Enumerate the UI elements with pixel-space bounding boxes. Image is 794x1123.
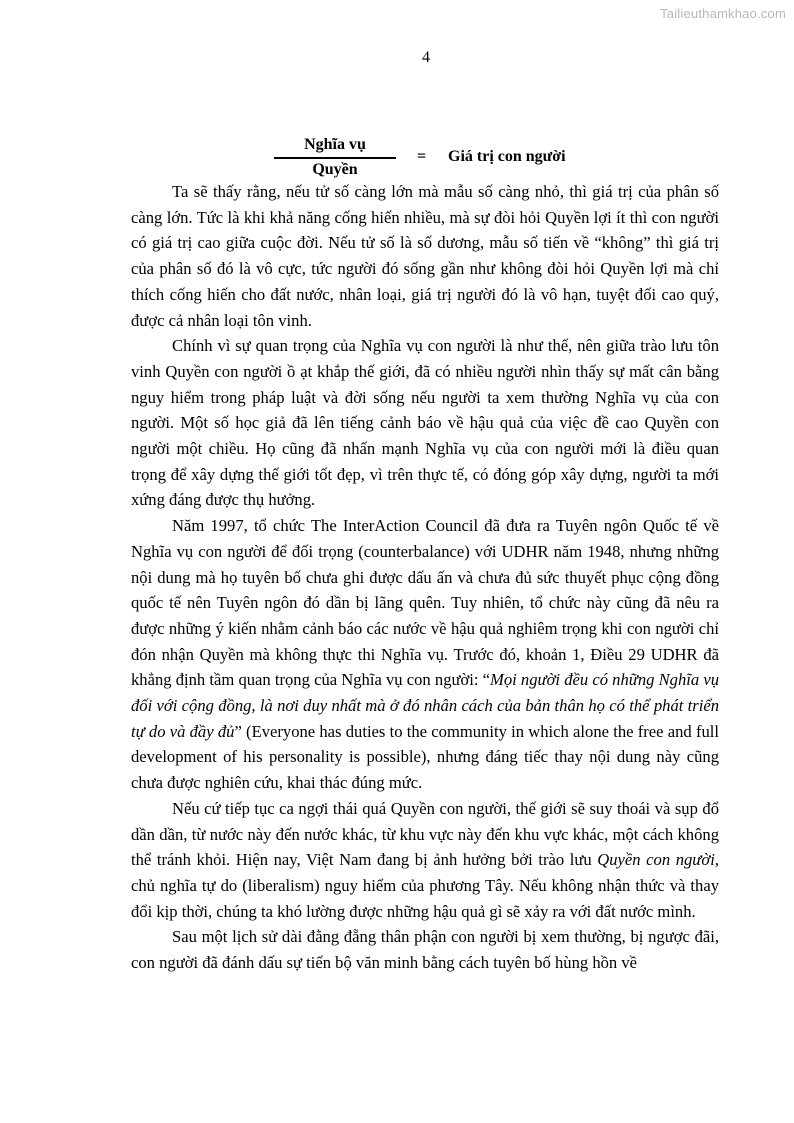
fraction-denominator: Quyền	[312, 160, 358, 178]
page-number: 4	[422, 49, 430, 66]
formula	[274, 134, 594, 184]
formula-result: Giá trị con người	[448, 148, 566, 165]
paragraph-3-text: Năm 1997, tổ chức The InterAction Council đã đưa ra Tuyên ngôn Quốc tế về Nghĩa vụ con người để đối trọng (counterbalance) với UDHR năm 1948, nhưng những nội dung mà họ tuyên bố chưa ghi được dấu ấn và chưa đủ sức thuyết phục cộng đồng quốc tế nên Tuyên ngôn đó dần bị lãng quên. Tuy nhiên, tổ chức này cũng đã nêu ra được những ý kiến nhằm cảnh báo các nước về hậu quả nghiêm trọng khi con người chỉ đón nhận Quyền mà không thực thi Nghĩa vụ. Trước đó, khoản 1, Điều 29 UDHR đã khẳng định tầm quan trọng của Nghĩa vụ con người: “	[131, 516, 719, 690]
paragraph-3-quote: Mọi người đều có những Nghĩa vụ đối với cộng đồng, là nơi duy nhất mà ở đó nhân cách của bản thân họ có thể phát triển tự do và đầy đủ	[131, 670, 719, 741]
fraction	[274, 134, 396, 181]
paragraph-3-text-end: ” (Everyone has duties to the community in which alone the free and full development of his personality is possible), nhưng đáng tiếc thay nội dung này cũng chưa được nghiên cứu, khai thác đúng mức.	[131, 721, 719, 793]
watermark-text: Tailieuthamkhao.com	[660, 6, 786, 21]
paragraph-4-text: Nếu cứ tiếp tục ca ngợi thái quá Quyền con người, thế giới sẽ suy thoái và sụp đổ dần dần, từ nước này đến nước khác, từ khu vực này đến khu vực khác, một cách không thể tránh khỏi. Hiện nay, Việt Nam đang bị ảnh hưởng bởi trào lưu	[131, 798, 719, 870]
paragraph-4-text-end: , chủ nghĩa tự do (liberalism) nguy hiểm của phương Tây. Nếu không nhận thức và thay đổi kịp thời, chúng ta khó lường được những hậu quả gì sẽ xảy ra với đất nước mình.	[131, 850, 719, 921]
fraction-numerator: Nghĩa vụ	[304, 136, 366, 153]
body-text	[131, 179, 719, 976]
equals-sign: =	[417, 148, 427, 165]
paragraph-4	[131, 796, 719, 925]
paragraph-3	[131, 513, 719, 796]
paragraph-2: Chính vì sự quan trọng của Nghĩa vụ con người là như thế, nên giữa trào lưu tôn vinh Quyền con người ồ ạt khắp thế giới, đã có nhiều người nhìn thấy sự mất cân bằng nguy hiểm trong pháp luật và đời sống nếu người ta xem thường Nghĩa vụ của con người. Một số học giả đã lên tiếng cảnh báo về hậu quả của việc đề cao Quyền con người một chiều. Họ cũng đã nhấn mạnh Nghĩa vụ của con người mới là điều quan trọng để xây dựng thế giới tốt đẹp, vì trên thực tế, có đóng góp xây dựng, người ta mới xứng đáng được thụ hưởng.	[131, 336, 719, 510]
paragraph-4-emphasis: Quyền con người	[597, 850, 715, 870]
paragraph-1: Ta sẽ thấy rằng, nếu tử số càng lớn mà mẫu số càng nhỏ, thì giá trị của phân số càng lớn. Tức là khi khả năng cống hiến nhiều, mà sự đòi hỏi Quyền lợi ít thì con người có giá trị cao giữa cuộc đời. Nếu tử số là số dương, mẫu số tiến về “không” thì giá trị của phân số đó là vô cực, tức người đó sống gần như không đòi hỏi Quyền lợi mà chỉ thích cống hiến cho đất nước, nhân loại, giá trị người đó là vô hạn, tuyệt đối cao quý, được cả nhân loại tôn vinh.	[131, 182, 719, 330]
paragraph-5: Sau một lịch sử dài đằng đẵng thân phận con người bị xem thường, bị ngược đãi, con người đã đánh dấu sự tiến bộ văn minh bằng cách tuyên bố hùng hồn về	[131, 927, 719, 973]
